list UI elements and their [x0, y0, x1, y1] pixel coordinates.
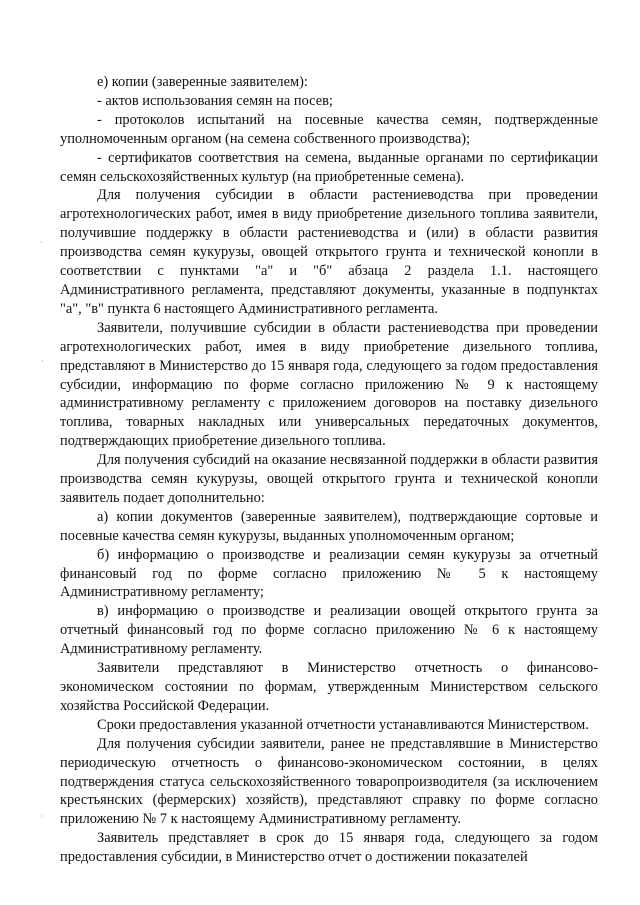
paragraph-item-a: а) копии документов (заверенные заявителем), подтверждающие сортовые и посевные качества семян кукурузы, выданных уполномоченным органом; [60, 508, 598, 544]
margin-speck: · [41, 357, 44, 366]
paragraph-acts: - актов использования семян на посев; [97, 92, 333, 109]
paragraph-financial-reports: Заявители представляют в Министерство отчетность о финансово-экономическом состоянии по формам, утвержденным Министерством сельского хозяйства Российской Федерации. [60, 660, 598, 714]
margin-speck: · [40, 238, 43, 247]
paragraph-item-c: в) информацию о производстве и реализации овощей открытого грунта за отчетный финансовый год по форме согласно приложению № 6 к настоящему Административному регламенту. [60, 603, 598, 658]
document-body [60, 73, 598, 867]
paragraph-protocols: - протоколов испытаний на посевные качества семян, подтвержденные уполномоченным органом (на семена собственного производства); [60, 111, 598, 147]
margin-speck: · [40, 812, 43, 821]
paragraph-certificates: - сертификатов соответствия на семена, выданные органами по сертификации семян сельскохозяйственных культур (на приобретенные семена). [60, 149, 598, 185]
paragraph-report-deadlines: Сроки предоставления указанной отчетности устанавливаются Министерством. [97, 716, 589, 733]
paragraph-indicators-report: Заявитель представляет в срок до 15 января года, следующего за годом предоставления субсидии, в Министерство отчет о достижении показателей [60, 830, 598, 866]
paragraph-item-b: б) информацию о производстве и реализации семян кукурузы за отчетный финансовый год по форме согласно приложению № 5 к настоящему Административному регламенту; [60, 546, 598, 601]
paragraph-diesel-report: Заявители, получившие субсидии в области растениеводства при проведении агротехнологических работ, имея в виду приобретение дизельного топлива, представляют в Министерство до 15 января года, следующего за годом предоставления субсидии, информацию по форме согласно приложению № 9 к настоящему административному регламенту с приложением договоров на поставку дизельного топлива, товарных накладных или универсальных передаточных документов, подтверждающих приобретение дизельного топлива. [60, 319, 598, 450]
paragraph-item-e: е) копии (заверенные заявителем): [97, 74, 308, 90]
paragraph-diesel-docs: Для получения субсидии в области растениеводства при проведении агротехнологических работ, имея в виду приобретение дизельного топлива заявители, получившие поддержку в области растениеводства и (или) в области развития производства семян кукурузы, овощей открытого грунта и технической конопли в соответствии с пунктами "а" и "б" абзаца 2 раздела 1.1. настоящего Административного регламента, представляют документы, указанные в подпунктах "а", "в" пункта 6 настоящего Административного регламента. [60, 187, 598, 317]
paragraph-unrelated-support: Для получения субсидий на оказание несвязанной поддержки в области развития производства семян кукурузы, овощей открытого грунта и технической конопли заявитель подает дополнительно: [60, 452, 598, 506]
paragraph-status-certificate: Для получения субсидии заявители, ранее не представлявшие в Министерство периодическую отчетность о финансово-экономическом состоянии, в целях подтверждения статуса сельскохозяйственного товаропроизводителя (за исключением крестьянских (фермерских) хозяйств), представляют справку по форме согласно приложению № 7 к настоящему Административному регламенту. [60, 735, 598, 828]
